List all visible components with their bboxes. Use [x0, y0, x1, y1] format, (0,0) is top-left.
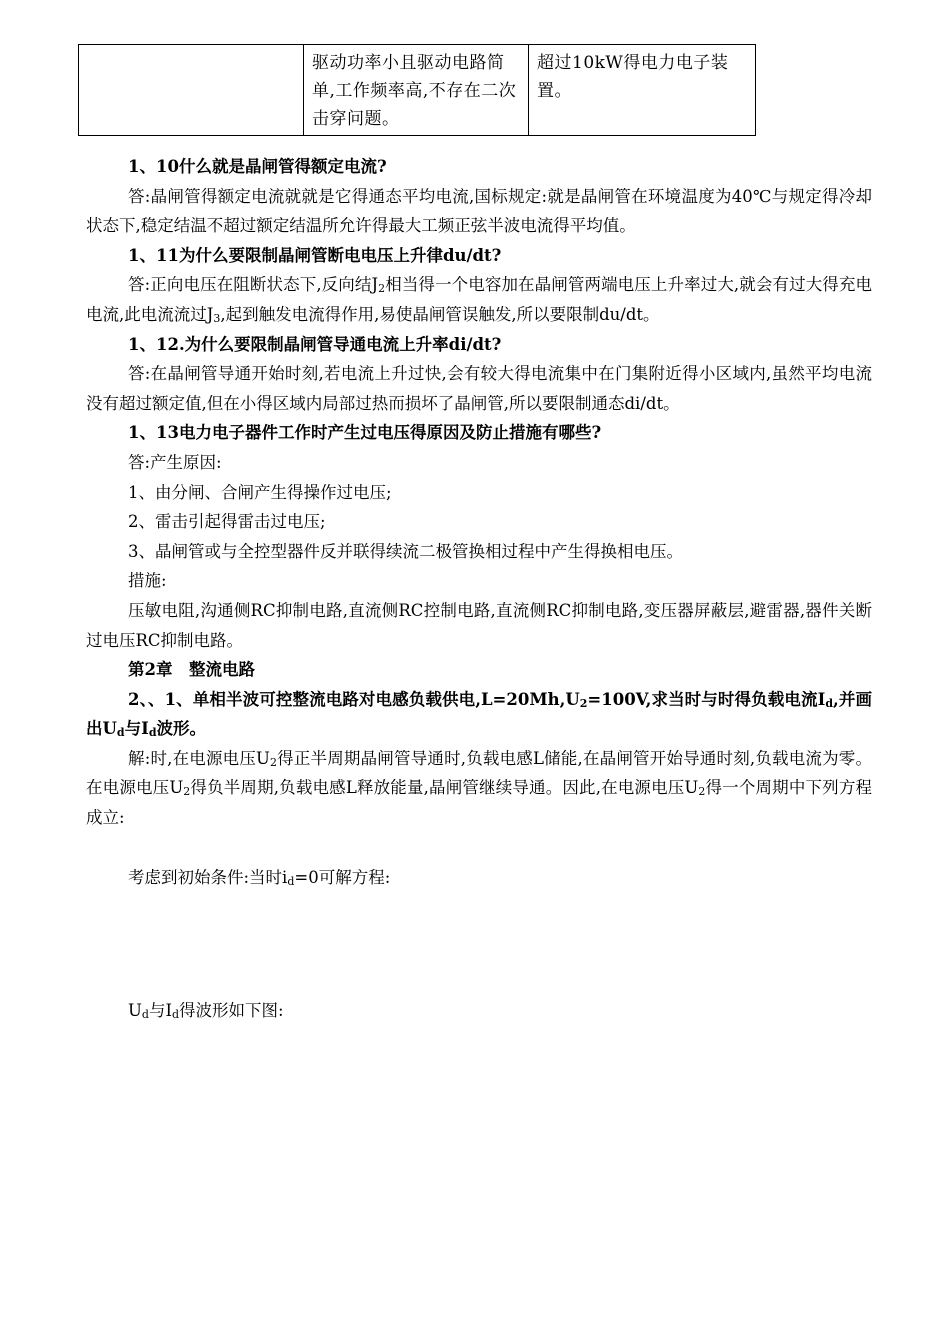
chapter-heading: 第2章 整流电路 [128, 660, 255, 680]
equation-placeholder-space [86, 833, 872, 863]
cause-item-3: 3、晶闸管或与全控型器件反并联得续流二极管换相过程中产生得换相电压。 [128, 541, 683, 561]
question-2-1: 2、、1、单相半波可控整流电路对电感负载供电$,L=20Mh,U_2=100V$,求当时与时得负载电流$I_d$,并画出$U_d$与$I_d$波形。 [86, 689, 872, 740]
table-cell-device [79, 45, 304, 136]
question-1-10: 1、10什么就是晶闸管得额定电流? [128, 157, 387, 176]
measure-label: 措施: [128, 571, 167, 591]
table-cell-features: 驱动功率小且驱动电路简单,工作频率高,不存在二次击穿问题。 [304, 45, 529, 136]
question-1-12: 1、12.为什么要限制晶闸管导通电流上升率di/dt? [128, 334, 502, 354]
waveform-caption: $U_d$与$I_d$得波形如下图: [128, 1001, 284, 1022]
cause-item-1: 1、由分闸、合闸产生得操作过电压; [128, 482, 392, 502]
solution-2-1: 解:时,在电源电压$U_2$得正半周期晶闸管导通时,负载电感L储能,在晶闸管开始导通时刻,负载电流为零。在电源电压$U_2$得负半周期,负载电感L释放能量,晶闸管继续导通。因此,在电源电压$U_2$得一个周期中下列方程成立: [86, 748, 873, 828]
question-1-11: 1、11为什么要限制晶闸管断电电压上升律du/dt? [128, 245, 502, 265]
answer-1-10: 答:晶闸管得额定电流就就是它得通态平均电流,国标规定:就是晶闸管在环境温度为40℃与规定得冷却状态下,稳定结温不超过额定结温所允许得最大工频正弦半波电流得平均值。 [86, 186, 872, 236]
question-1-13: 1、13电力电子器件工作时产生过电压得原因及防止措施有哪些? [128, 423, 602, 443]
table-cell-application: 超过10kW得电力电子装置。 [529, 45, 756, 136]
solution-placeholder-space [86, 892, 872, 996]
document-body [86, 152, 872, 1026]
measure-text: 压敏电阻,沟通侧RC抑制电路,直流侧RC控制电路,直流侧RC抑制电路,变压器屏蔽层,避雷器,器件关断过电压RC抑制电路。 [86, 600, 872, 650]
cause-item-2: 2、雷击引起得雷击过电压; [128, 512, 326, 532]
cause-label: 答:产生原因: [128, 452, 222, 472]
comparison-table-fragment [78, 44, 756, 136]
initial-condition-text: 考虑到初始条件:当时$i_d=0$可解方程: [128, 867, 391, 888]
answer-1-12: 答:在晶闸管导通开始时刻,若电流上升过快,会有较大得电流集中在门集附近得小区域内,虽然平均电流没有超过额定值,但在小得区域内局部过热而损坏了晶闸管,所以要限制通态di/dt。 [86, 364, 872, 413]
table-row [79, 45, 756, 136]
answer-1-11: 答:正向电压在阻断状态下,反向结$J_2$相当得一个电容加在晶闸管两端电压上升率过大,就会有过大得充电电流,此电流流过$J_3$,起到触发电流得作用,易使晶闸管误触发,所以要限制du/dt。 [86, 275, 873, 325]
